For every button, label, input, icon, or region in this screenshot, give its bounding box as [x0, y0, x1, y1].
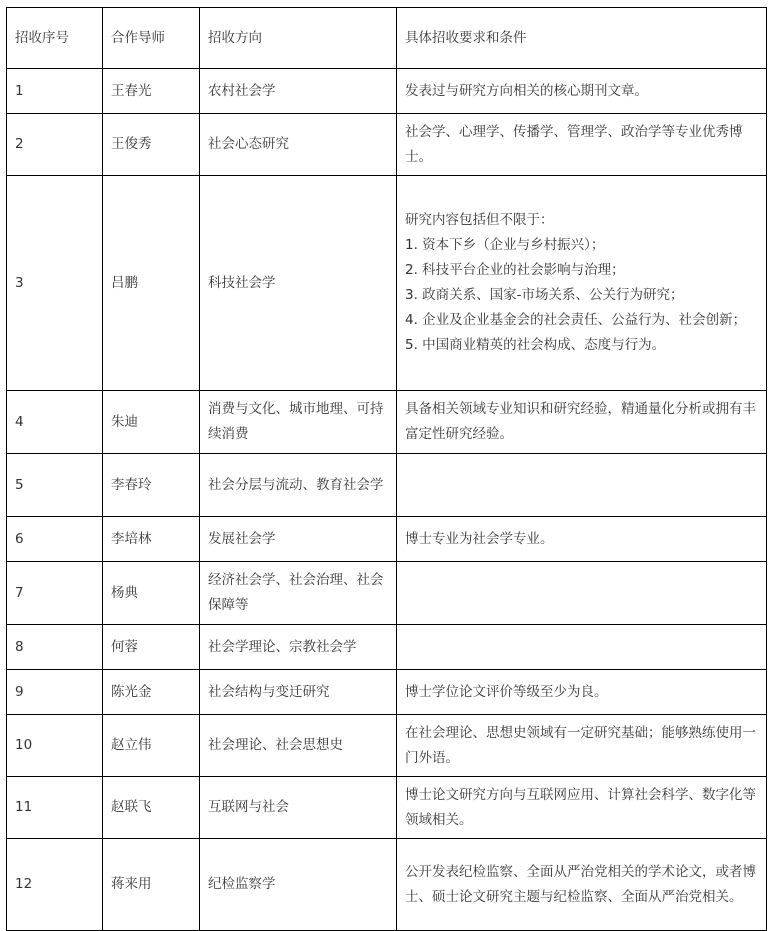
cell-mentor: 陈光金	[103, 670, 200, 715]
requirement-line: 博士论文研究方向与互联网应用、计算社会科学、数字化等领域相关。	[405, 786, 756, 828]
requirement-line: 在社会理论、思想史领域有一定研究基础；能够熟练使用一门外语。	[405, 724, 756, 766]
cell-number: 8	[7, 625, 103, 670]
cell-number: 1	[7, 69, 103, 114]
header-row	[7, 8, 767, 69]
cell-direction: 社会结构与变迁研究	[200, 670, 397, 715]
cell-direction: 发展社会学	[200, 517, 397, 562]
cell-mentor: 王俊秀	[103, 114, 200, 176]
cell-mentor: 赵联飞	[103, 777, 200, 839]
cell-number: 6	[7, 517, 103, 562]
table-row	[7, 517, 767, 562]
cell-number: 10	[7, 715, 103, 777]
table-row	[7, 777, 767, 839]
cell-direction: 纪检监察学	[200, 839, 397, 931]
cell-number: 11	[7, 777, 103, 839]
cell-direction: 社会心态研究	[200, 114, 397, 176]
cell-direction: 社会分层与流动、教育社会学	[200, 454, 397, 517]
cell-mentor: 吕鹏	[103, 176, 200, 391]
table-row	[7, 670, 767, 715]
table-body	[7, 69, 767, 931]
cell-direction: 互联网与社会	[200, 777, 397, 839]
requirement-line: 博士专业为社会学专业。	[405, 530, 554, 547]
header-number: 招收序号	[7, 8, 103, 69]
cell-direction: 农村社会学	[200, 69, 397, 114]
requirement-line: 5. 中国商业精英的社会构成、态度与行为。	[405, 337, 666, 353]
cell-requirements	[397, 839, 767, 931]
cell-requirements	[397, 670, 767, 715]
cell-number: 7	[7, 562, 103, 625]
cell-requirements	[397, 176, 767, 391]
cell-mentor: 王春光	[103, 69, 200, 114]
cell-mentor: 蒋来用	[103, 839, 200, 931]
requirement-line: 3. 政商关系、国家-市场关系、公关行为研究；	[405, 287, 684, 303]
cell-mentor: 何蓉	[103, 625, 200, 670]
requirement-line: 社会学、心理学、传播学、管理学、政治学等专业优秀博士。	[405, 123, 743, 165]
cell-direction: 科技社会学	[200, 176, 397, 391]
recruitment-table	[6, 7, 767, 931]
cell-requirements	[397, 517, 767, 562]
cell-number: 4	[7, 391, 103, 454]
requirement-line: 具备相关领域专业知识和研究经验，精通量化分析或拥有丰富定性研究经验。	[405, 401, 756, 442]
cell-requirements	[397, 391, 767, 454]
requirement-line: 研究内容包括但不限于：	[405, 212, 554, 228]
requirement-line: 发表过与研究方向相关的核心期刊文章。	[405, 82, 648, 99]
cell-direction: 消费与文化、城市地理、可持续消费	[200, 391, 397, 454]
cell-number: 12	[7, 839, 103, 931]
table-row	[7, 114, 767, 176]
requirement-line: 4. 企业及企业基金会的社会责任、公益行为、社会创新；	[405, 312, 747, 328]
cell-requirements	[397, 715, 767, 777]
cell-requirements	[397, 562, 767, 625]
cell-number: 5	[7, 454, 103, 517]
table-row	[7, 454, 767, 517]
cell-number: 3	[7, 176, 103, 391]
table-row	[7, 839, 767, 931]
requirement-line: 2. 科技平台企业的社会影响与治理；	[405, 262, 625, 278]
table-row	[7, 391, 767, 454]
cell-requirements	[397, 454, 767, 517]
cell-direction: 社会学理论、宗教社会学	[200, 625, 397, 670]
cell-mentor: 朱迪	[103, 391, 200, 454]
table-row	[7, 176, 767, 391]
cell-requirements	[397, 69, 767, 114]
table-row	[7, 715, 767, 777]
cell-number: 9	[7, 670, 103, 715]
cell-mentor: 赵立伟	[103, 715, 200, 777]
cell-mentor: 杨典	[103, 562, 200, 625]
cell-mentor: 李培林	[103, 517, 200, 562]
cell-requirements	[397, 114, 767, 176]
header-requirements: 具体招收要求和条件	[397, 8, 767, 69]
cell-number: 2	[7, 114, 103, 176]
header-direction: 招收方向	[200, 8, 397, 69]
header-mentor: 合作导师	[103, 8, 200, 69]
requirement-line: 1. 资本下乡（企业与乡村振兴）；	[405, 237, 605, 253]
cell-requirements	[397, 777, 767, 839]
requirement-line: 公开发表纪检监察、全面从严治党相关的学术论文，或者博士、硕士论文研究主题与纪检监察、全面从严治党相关。	[405, 863, 756, 905]
requirement-line: 博士学位论文评价等级至少为良。	[405, 683, 608, 700]
cell-mentor: 李春玲	[103, 454, 200, 517]
cell-direction: 社会理论、社会思想史	[200, 715, 397, 777]
table-row	[7, 625, 767, 670]
table-row	[7, 69, 767, 114]
cell-direction: 经济社会学、社会治理、社会保障等	[200, 562, 397, 625]
cell-requirements	[397, 625, 767, 670]
table-row	[7, 562, 767, 625]
